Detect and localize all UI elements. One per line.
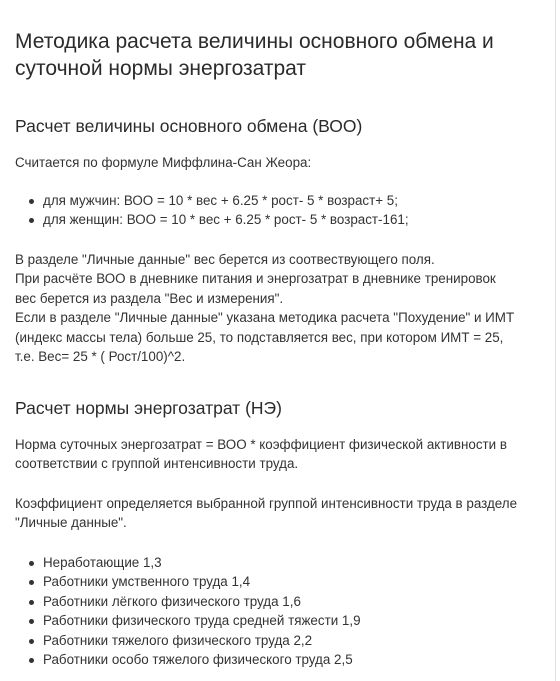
section-basal-metabolism xyxy=(15,115,533,367)
page-title-line-1: Методика расчета величины основного обмена и xyxy=(15,30,494,53)
coefficient-paragraph xyxy=(15,494,533,533)
section-heading-energy-norm: Расчет нормы энергозатрат (НЭ) xyxy=(15,397,282,418)
paragraph-line: т.е. Вес= 25 * ( Рост/100)^2. xyxy=(15,349,186,364)
section-heading-basal-metabolism: Расчет величины основного обмена (ВОО) xyxy=(15,116,363,136)
labor-group-item: Работники физического труда средней тяжести 1,9 xyxy=(43,611,533,631)
section-energy-norm xyxy=(15,397,533,670)
weight-source-paragraph xyxy=(15,250,533,367)
formula-intro: Считается по формуле Миффлина-Сан Жеора: xyxy=(15,155,312,170)
paragraph-line: вес берется из раздела "Вес и измерения". xyxy=(15,290,284,306)
paragraph-line: соответствии с группой интенсивности труда. xyxy=(15,456,299,471)
paragraph-line: При расчёте ВОО в дневнике питания и энергозатрат в дневнике тренировок xyxy=(15,271,496,286)
paragraph-line: "Личные данные". xyxy=(15,515,127,530)
paragraph-line: Норма суточных энергозатрат = ВОО * коэффициент физической активности в xyxy=(15,436,507,452)
paragraph-line: (индекс массы тела) больше 25, то подставляется вес, при котором ИМТ = 25, xyxy=(15,329,504,345)
energy-norm-paragraph xyxy=(15,435,533,474)
labor-group-item: Работники умственного труда 1,4 xyxy=(43,572,533,592)
labor-group-item: Работники лёгкого физического труда 1,6 xyxy=(43,592,533,612)
labor-group-item: Неработающие 1,3 xyxy=(43,553,533,573)
formula-item-women: для женщин: ВОО = 10 * вес + 6.25 * рост- 5 * возраст-161; xyxy=(43,210,533,230)
labor-group-item: Работники особо тяжелого физического труда 2,5 xyxy=(43,650,533,670)
paragraph-line: В разделе "Личные данные" вес берется из соотвествующего поля. xyxy=(15,251,435,267)
page-title-line-2: суточной нормы энергозатрат xyxy=(15,57,306,80)
formula-list xyxy=(15,191,533,230)
paragraph-line: Если в разделе "Личные данные" указана методика расчета "Похудение" и ИМТ xyxy=(15,310,515,325)
formula-item-men: для мужчин: ВОО = 10 * вес + 6.25 * рост- 5 * возраст+ 5; xyxy=(43,191,533,211)
paragraph-line: Коэффициент определяется выбранной группой интенсивности труда в разделе xyxy=(15,495,518,511)
labor-group-item: Работники тяжелого физического труда 2,2 xyxy=(43,631,533,651)
page-title xyxy=(15,28,533,82)
labor-group-list xyxy=(15,553,533,670)
